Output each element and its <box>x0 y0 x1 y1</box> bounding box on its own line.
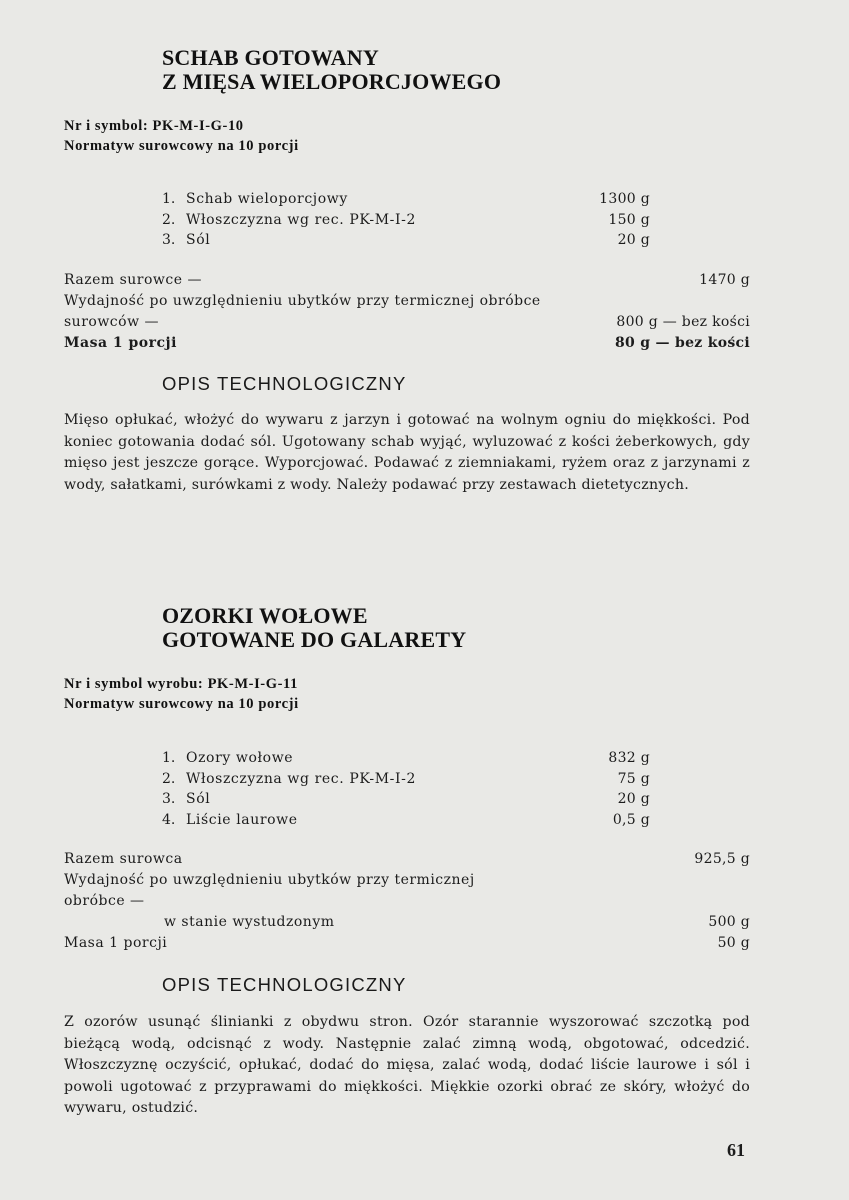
ingredient-row <box>162 812 650 833</box>
yield-row-continued <box>64 893 750 914</box>
ingredient-number: 2. <box>162 770 176 787</box>
yield-row <box>64 293 750 314</box>
ingredient-amount: 150 g <box>608 211 650 228</box>
ingredient-amount: 1300 g <box>599 191 650 207</box>
ingredient-name: Sól <box>186 232 211 248</box>
portion-value: 80 g — bez kości <box>615 335 750 351</box>
portion-label: Masa 1 porcji <box>64 935 168 951</box>
total-label: Razem surowca <box>64 851 183 867</box>
ingredient-number: 3. <box>162 232 176 248</box>
recipe2-symbol: Nr i symbol wyrobu: PK-M-I-G-11 <box>64 676 298 692</box>
recipe1-title-line1: SCHAB GOTOWANY <box>162 45 379 70</box>
ingredient-number: 1. <box>162 750 176 766</box>
ingredient-amount: 75 g <box>617 770 650 787</box>
ingredient-name: Ozory wołowe <box>186 750 294 766</box>
ingredient-number: 3. <box>162 791 176 807</box>
ingredient-row <box>162 191 650 212</box>
recipe1-summary <box>64 272 750 356</box>
ingredient-amount: 832 g <box>608 750 650 766</box>
recipe2-description: Z ozorów usunąć ślinianki z obydwu stron. Ozór starannie wyszorować szczotką pod bieżącą wodą, odcisnąć z wody. Następnie zalać zimną wodą, obgotować, odcedzić. Włoszczyznę oczyścić, opłukać, dodać do mięsa, zalać wodą, dodać liście laurowe i sól i powoli ugotować z przyprawami do miękkości. Miękkie ozorki obrać ze skóry, włożyć do wywaru, ostudzić. <box>64 1014 750 1116</box>
recipe2-section-heading: OPIS TECHNOLOGICZNY <box>162 974 407 995</box>
ingredient-name: Włoszczyzna wg rec. PK-M-I-2 <box>186 770 416 787</box>
recipe1-title <box>162 46 501 94</box>
portion-row <box>64 935 750 956</box>
ingredient-row <box>162 771 650 792</box>
ingredient-name: Schab wieloporcjowy <box>186 191 348 207</box>
recipe1-title-line2: Z MIĘSA WIELOPORCJOWEGO <box>162 69 502 94</box>
yield-state-row <box>64 914 750 935</box>
ingredient-amount: 20 g <box>617 791 650 807</box>
ingredient-amount: 0,5 g <box>612 811 650 828</box>
total-row <box>64 851 750 872</box>
recipe2-title <box>162 604 466 652</box>
recipe2-title-line2: GOTOWANE DO GALARETY <box>162 627 467 652</box>
recipe1-section-heading: OPIS TECHNOLOGICZNY <box>162 373 407 394</box>
ingredient-row <box>162 232 650 253</box>
recipe2-ingredient-list <box>162 750 650 832</box>
total-label: Razem surowce — <box>64 272 202 288</box>
portion-value: 50 g <box>717 935 750 951</box>
recipe2-title-line1: OZORKI WOŁOWE <box>162 603 368 628</box>
ingredient-number: 4. <box>162 811 176 828</box>
yield-label-continued: obróbce — <box>64 893 145 909</box>
yield-row-continued <box>64 314 750 335</box>
ingredient-row <box>162 791 650 812</box>
recipe2-norm: Normatyw surowcowy na 10 porcji <box>64 696 299 712</box>
page-number: 61 <box>727 1140 745 1160</box>
ingredient-name: Włoszczyzna wg rec. PK-M-I-2 <box>186 211 416 228</box>
recipe1-description: Mięso opłukać, włożyć do wywaru z jarzyn i gotować na wolnym ogniu do miękkości. Pod koniec gotowania dodać sól. Ugotowany schab wyjąć, wyluzować z kości żeberkowych, gdy mięso jest jeszcze gorące. Wyporcjować. Podawać z ziemniakami, ryżem oraz z jarzynami z wody, sałatkami, surówkami z wody. Należy podawać przy zestawach dietetycznych. <box>64 412 750 493</box>
total-value: 1470 g <box>699 272 750 288</box>
recipe1-symbol: Nr i symbol: PK-M-I-G-10 <box>64 118 244 134</box>
yield-value: 800 g — bez kości <box>616 314 750 330</box>
recipe1-norm: Normatyw surowcowy na 10 porcji <box>64 138 299 154</box>
yield-label: Wydajność po uwzględnieniu ubytków przy termicznej <box>64 872 475 888</box>
ingredient-number: 1. <box>162 191 176 207</box>
ingredient-amount: 20 g <box>617 232 650 248</box>
yield-label-continued: surowców — <box>64 314 160 330</box>
yield-row <box>64 872 750 893</box>
recipe1-ingredient-list <box>162 191 650 253</box>
recipe2-summary <box>64 851 750 956</box>
recipe2-meta <box>64 674 299 714</box>
yield-state-label: w stanie wystudzonym <box>164 914 335 930</box>
total-value: 925,5 g <box>694 851 750 867</box>
total-row <box>64 272 750 293</box>
yield-label: Wydajność po uwzględnieniu ubytków przy termicznej obróbce <box>64 293 541 309</box>
ingredient-number: 2. <box>162 211 176 228</box>
ingredient-name: Liście laurowe <box>186 811 298 828</box>
yield-value: 500 g <box>708 914 750 930</box>
portion-label: Masa 1 porcji <box>64 335 177 351</box>
ingredient-row <box>162 212 650 233</box>
ingredient-name: Sól <box>186 791 211 807</box>
portion-row <box>64 335 750 356</box>
recipe1-meta <box>64 116 299 156</box>
ingredient-row <box>162 750 650 771</box>
